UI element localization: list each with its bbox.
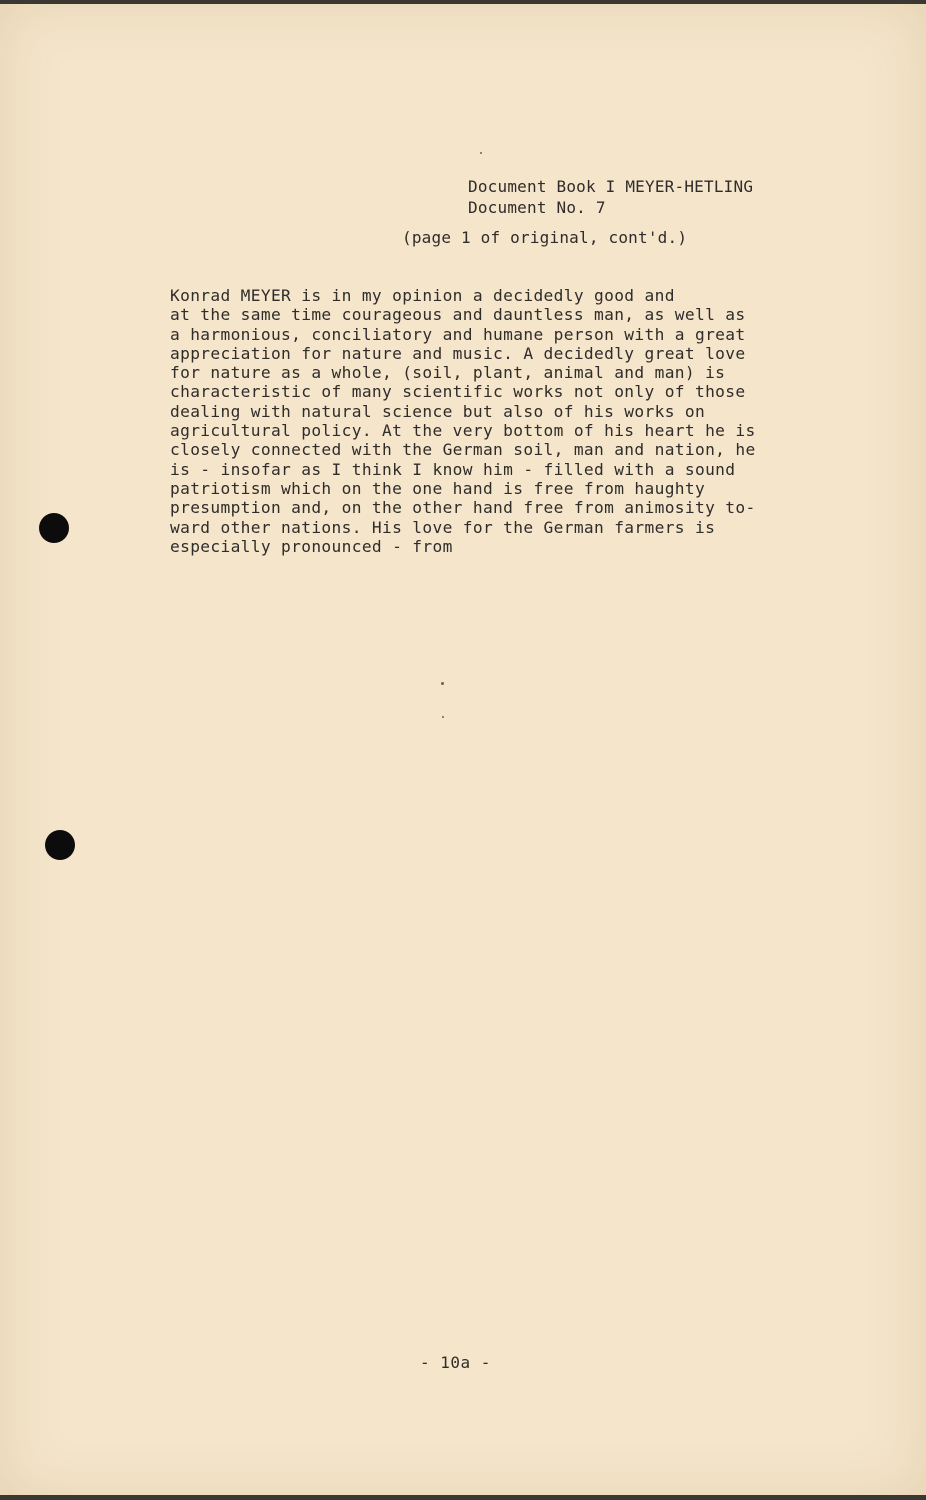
body-line: Konrad MEYER is in my opinion a decidedly good and — [170, 286, 675, 305]
document-header — [468, 176, 753, 218]
paper-speck — [480, 152, 482, 154]
body-line: agricultural policy. At the very bottom of his heart he is — [170, 421, 756, 441]
body-line: appreciation for nature and music. A decidedly great love — [170, 343, 746, 363]
body-line: patriotism which on the one hand is free from haughty — [170, 478, 706, 498]
body-line: especially pronounced - from — [170, 536, 453, 556]
scan-bottom-edge — [0, 1495, 926, 1500]
body-line: is - insofar as I think I know him - filled with a sound — [170, 459, 736, 479]
body-line: at the same time courageous and dauntless man, as well as — [170, 305, 746, 325]
body-line: for nature as a whole, (soil, plant, animal and man) is — [170, 363, 726, 383]
body-line: ward other nations. His love for the German farmers is — [170, 517, 716, 537]
body-line: dealing with natural science but also of his works on — [170, 401, 706, 421]
body-line: closely connected with the German soil, man and nation, he — [170, 440, 756, 460]
body-line: a harmonious, conciliatory and humane person with a great — [170, 324, 746, 344]
scan-top-edge — [0, 0, 926, 4]
body-line: presumption and, on the other hand free from animosity to- — [170, 498, 756, 518]
body-text — [170, 286, 860, 556]
punch-hole-top — [39, 513, 69, 543]
document-number-line: Document No. 7 — [468, 198, 606, 217]
paper-speck — [442, 716, 444, 718]
page-number: - 10a - — [420, 1353, 491, 1372]
punch-hole-bottom — [45, 830, 75, 860]
paper-speck — [441, 682, 444, 685]
body-line: characteristic of many scientific works not only of those — [170, 382, 746, 402]
page-reference: (page 1 of original, cont'd.) — [402, 228, 688, 247]
document-book-line: Document Book I MEYER-HETLING — [468, 177, 754, 196]
